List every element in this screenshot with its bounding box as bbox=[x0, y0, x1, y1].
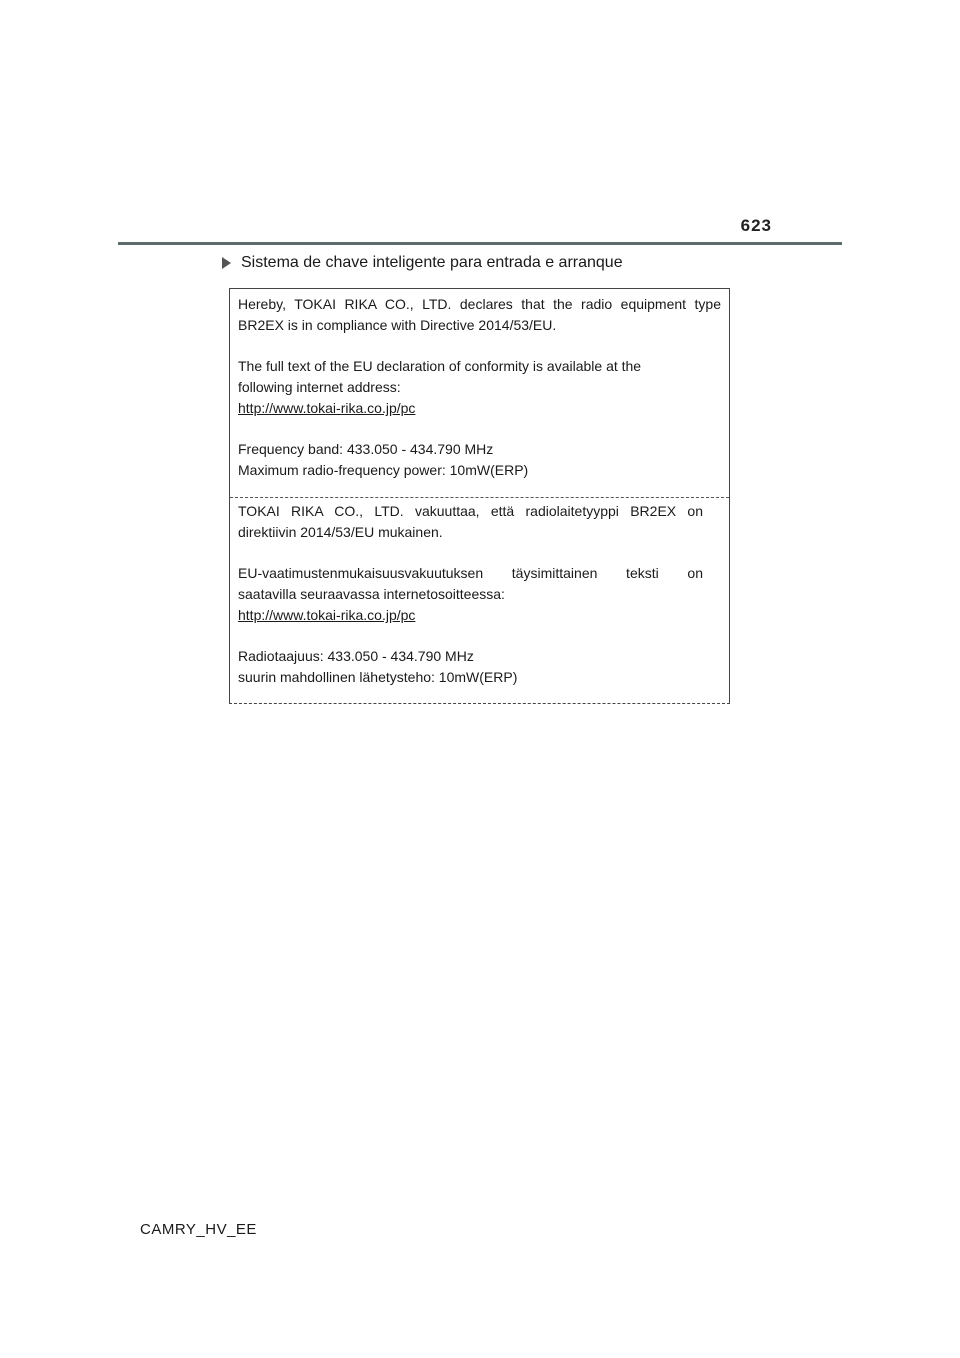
fi-frequency-band: Radiotaajuus: 433.050 - 434.790 MHz bbox=[238, 648, 474, 664]
fi-intro-line-2: direktiivin 2014/53/EU mukainen. bbox=[238, 524, 443, 540]
declaration-divider bbox=[230, 497, 729, 498]
section-heading-text: Sistema de chave inteligente para entrada e arranque bbox=[241, 254, 623, 271]
fi-availability-line-2: saatavilla seuraavassa internetosoitteessa: bbox=[238, 586, 505, 602]
header-rule bbox=[118, 242, 842, 245]
page-number: 623 bbox=[740, 216, 772, 235]
en-frequency-band: Frequency band: 433.050 - 434.790 MHz bbox=[238, 441, 494, 457]
footer-model-code: CAMRY_HV_EE bbox=[140, 1221, 257, 1238]
en-declaration-link[interactable]: http://www.tokai-rika.co.jp/pc bbox=[238, 400, 416, 416]
en-intro-line-1: Hereby, TOKAI RIKA CO., LTD. declares that the radio equipment type bbox=[238, 296, 721, 312]
triangle-bullet-icon bbox=[222, 257, 231, 269]
en-availability-line-1: The full text of the EU declaration of conformity is available at the bbox=[238, 358, 642, 374]
fi-availability-line-1: EU-vaatimustenmukaisuusvakuutuksen täysimittainen teksti on bbox=[238, 565, 703, 581]
fi-intro-line-1: TOKAI RIKA CO., LTD. vakuuttaa, että radiolaitetyyppi BR2EX on bbox=[238, 503, 703, 519]
fi-max-power: suurin mahdollinen lähetysteho: 10mW(ERP) bbox=[238, 669, 518, 685]
section-heading bbox=[222, 254, 623, 272]
fi-declaration-link[interactable]: http://www.tokai-rika.co.jp/pc bbox=[238, 607, 416, 623]
declaration-box bbox=[229, 288, 730, 704]
en-availability-line-2: following internet address: bbox=[238, 379, 401, 395]
en-max-power: Maximum radio-frequency power: 10mW(ERP) bbox=[238, 462, 529, 478]
declaration-english bbox=[230, 294, 729, 481]
declaration-finnish bbox=[230, 501, 729, 688]
en-intro-line-2: BR2EX is in compliance with Directive 2014/53/EU. bbox=[238, 317, 557, 333]
